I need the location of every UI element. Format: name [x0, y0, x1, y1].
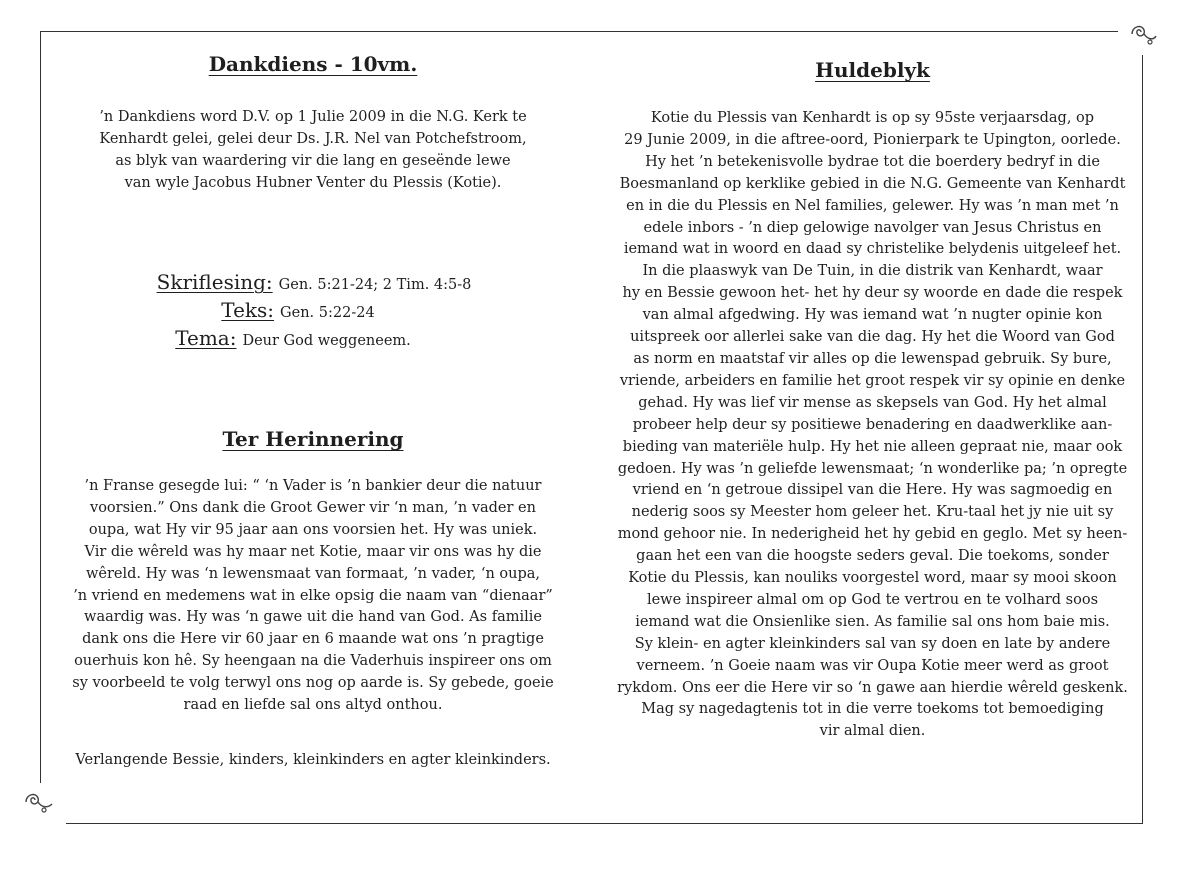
- text-line: Mag sy nagedagtenis tot in die verre toekoms tot bemoediging: [641, 701, 1104, 718]
- text-line: van almal afgedwing. Hy was iemand wat ’n nugter opinie kon: [642, 307, 1103, 324]
- text-line: Sy klein- en agter kleinkinders sal van sy doen en late by andere: [634, 635, 1111, 652]
- text-line: van wyle Jacobus Hubner Venter du Plessis (Kotie).: [124, 174, 502, 191]
- text-line: iemand wat in woord en daad sy christelike belydenis uitgeleef het.: [623, 241, 1122, 258]
- text-line: vriend en ‘n getroue dissipel van die Here. Hy was sagmoedig en: [632, 482, 1113, 499]
- text-line: 29 Junie 2009, in die aftree-oord, Pionierpark te Upington, oorlede.: [624, 131, 1121, 148]
- reading-row: [18, 324, 568, 352]
- text-line: en in die du Plessis en Nel families, gelewer. Hy was ’n man met ’n: [626, 197, 1119, 214]
- text-line: uitspreek oor allerlei sake van die dag. Hy het die Woord van God: [630, 329, 1115, 346]
- memory-text: [58, 476, 568, 717]
- tribute-text: [605, 108, 1140, 743]
- text-line: probeer help deur sy positiewe benadering en daadwerklike aan-: [632, 416, 1113, 433]
- text-line: as norm en maatstaf vir alles op die lewenspad gebruik. Sy bure,: [633, 350, 1112, 367]
- text-line: hy en Bessie gewoon het- het hy deur sy woorde en dade die respek: [622, 285, 1123, 302]
- text-line: rykdom. Ons eer die Here vir so ‘n gawe aan hierdie wêreld geskenk.: [617, 679, 1128, 696]
- text-line: as blyk van waardering vir die lang en geseënde lewe: [115, 152, 511, 169]
- text-line: gaan het een van die hoogste seders geval. Die toekoms, sonder: [636, 548, 1109, 565]
- flourish-ornament-icon: [22, 790, 56, 818]
- text-line: ’n Dankdiens word D.V. op 1 Julie 2009 in die N.G. Kerk te: [99, 109, 527, 125]
- text-line: In die plaaswyk van De Tuin, in die distrik van Kenhardt, waar: [642, 263, 1103, 280]
- reading-value: Gen. 5:22-24: [280, 305, 375, 321]
- text-line: verneem. ’n Goeie naam was vir Oupa Kotie meer werd as groot: [636, 657, 1109, 674]
- text-line: Kotie du Plessis, kan nouliks voorgestel word, maar sy mooi skoon: [628, 570, 1117, 587]
- border-top: [40, 31, 1118, 32]
- flourish-ornament-icon: [1126, 20, 1160, 48]
- border-left: [40, 31, 41, 783]
- border-bottom: [66, 823, 1143, 824]
- text-line: Boesmanland op kerklike gebied in die N.G. Gemeente van Kenhardt: [619, 175, 1126, 192]
- text-line: lewe inspireer almal om op God te vertrou en te volhard soos: [646, 591, 1099, 608]
- text-line: gehad. Hy was lief vir mense as skepsels van God. Hy het almal: [638, 394, 1107, 411]
- text-line: oupa, wat Hy vir 95 jaar aan ons voorsien het. Hy was uniek.: [88, 521, 538, 538]
- text-line: Kotie du Plessis van Kenhardt is op sy 95ste verjaarsdag, op: [650, 110, 1095, 126]
- memory-title: Ter Herinnering: [222, 427, 404, 451]
- text-line: ’n Franse gesegde lui: “ ‘n Vader is ’n bankier deur die natuur: [84, 478, 542, 494]
- reading-label: Tema:: [175, 326, 237, 350]
- service-title: Dankdiens - 10vm.: [208, 52, 418, 76]
- border-right: [1142, 55, 1143, 823]
- text-line: ouerhuis kon hê. Sy heengaan na die Vaderhuis inspireer ons om: [74, 653, 552, 670]
- reading-value: Deur God weggeneem.: [242, 333, 411, 349]
- reading-label: Skriflesing:: [156, 270, 273, 294]
- text-line: Vir die wêreld was hy maar net Kotie, maar vir ons was hy die: [84, 543, 542, 560]
- text-line: wêreld. Hy was ‘n lewensmaat van formaat, ’n vader, ‘n oupa,: [85, 565, 541, 582]
- text-line: waardig was. Hy was ‘n gawe uit die hand van God. As familie: [84, 609, 542, 626]
- family-signoff: Verlangende Bessie, kinders, kleinkinders en agter kleinkinders.: [75, 752, 551, 768]
- text-line: vriende, arbeiders en familie het groot respek vir sy opinie en denke: [619, 372, 1126, 389]
- text-line: vir almal dien.: [819, 723, 926, 740]
- text-line: sy voorbeeld te volg terwyl ons nog op aarde is. Sy gebede, goeie: [72, 675, 554, 692]
- text-line: nederig soos sy Meester hom geleer het. Kru-taal het jy nie uit sy: [631, 504, 1114, 521]
- text-line: dank ons die Here vir 60 jaar en 6 maande wat ons ’n pragtige: [82, 631, 544, 648]
- left-column: [58, 52, 568, 768]
- text-line: bieding van materiële hulp. Hy het nie alleen gepraat nie, maar ook: [622, 438, 1123, 455]
- text-line: raad en liefde sal ons altyd onthou.: [183, 697, 443, 714]
- service-announcement: [58, 107, 568, 195]
- scripture-readings: [58, 268, 568, 352]
- text-line: iemand wat die Onsienlike sien. As familie sal ons hom baie mis.: [635, 613, 1110, 630]
- text-line: Kenhardt gelei, gelei deur Ds. J.R. Nel van Potchefstroom,: [99, 130, 527, 147]
- reading-row: [58, 268, 568, 296]
- text-line: mond gehoor nie. In nederigheid het hy gebid en geglo. Met sy heen-: [617, 526, 1128, 543]
- right-column: [605, 52, 1140, 740]
- text-line: ’n vriend en medemens wat in elke opsig die naam van “dienaar”: [73, 587, 553, 604]
- tribute-title: Huldeblyk: [815, 58, 930, 82]
- reading-value: Gen. 5:21-24; 2 Tim. 4:5-8: [278, 277, 472, 293]
- text-line: Hy het ’n betekenisvolle bydrae tot die boerdery bedryf in die: [645, 153, 1100, 170]
- text-line: voorsien.” Ons dank die Groot Gewer vir ‘n man, ’n vader en: [90, 499, 536, 516]
- text-line: gedoen. Hy was ’n geliefde lewensmaat; ‘n wonderlike pa; ’n opregte: [617, 460, 1128, 477]
- reading-label: Teks:: [221, 298, 275, 322]
- text-line: edele inbors - ’n diep gelowige navolger van Jesus Christus en: [643, 219, 1102, 236]
- reading-row: [28, 296, 568, 324]
